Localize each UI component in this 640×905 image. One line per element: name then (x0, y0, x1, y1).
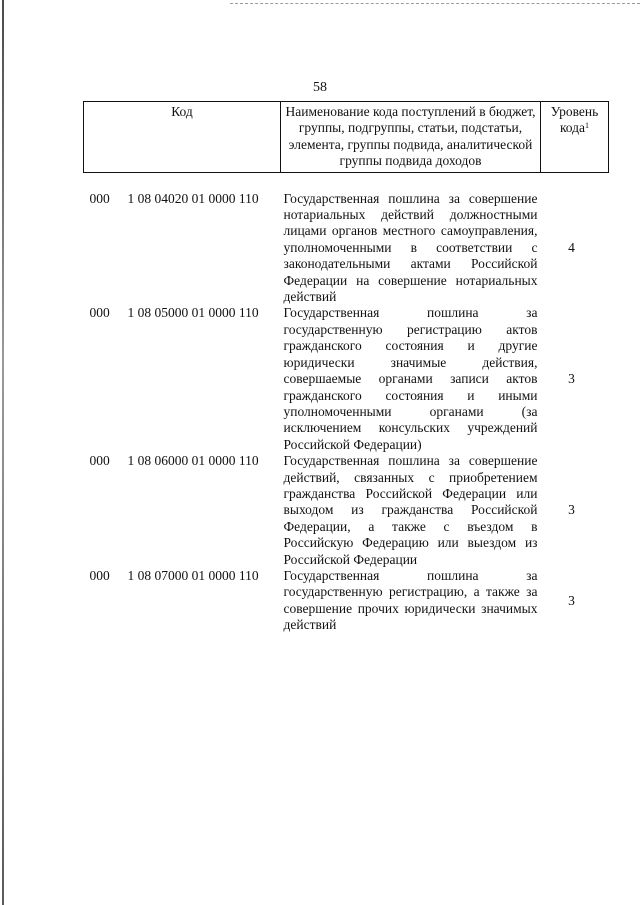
code-level: 3 (568, 592, 575, 608)
table-row (84, 191, 609, 306)
revenue-code: 1 08 05000 01 0000 110 (127, 305, 259, 321)
footnote-marker: 1 (585, 121, 590, 131)
header-code: Код (84, 102, 281, 173)
header-level-text: Уровень кода (550, 104, 599, 136)
table-row (84, 568, 609, 634)
admin-code: 000 (89, 190, 110, 206)
admin-code: 000 (89, 453, 110, 469)
table-body (84, 172, 609, 633)
revenue-name: Государственная пошлина за совершение нотариальных действий должностными лицами органов местного самоуправления, уполномоченными в соответствии с законодательными актами Российской Федерации на совершение нотариальных действий (283, 190, 538, 305)
revenue-name: Государственная пошлина за совершение действий, связанных с приобретением гражданства Российской Федерации или выходом из гражданства Российской Федерации, а также с въездом в Российскую Федерацию или выездом из Российской Федерации (283, 453, 538, 567)
admin-code: 000 (89, 305, 110, 321)
table-row (84, 305, 609, 453)
revenue-name: Государственная пошлина за государственную регистрацию, а также за совершение прочих юридически значимых действий (283, 567, 538, 633)
table-header (84, 102, 609, 173)
page-number: 58 (313, 80, 327, 95)
admin-code: 000 (89, 567, 110, 583)
scan-edge-left (2, 0, 4, 905)
table-row (84, 453, 609, 568)
code-level: 4 (568, 239, 575, 255)
scan-edge-top (230, 3, 640, 4)
code-level: 3 (568, 502, 575, 518)
header-name: Наименование кода поступлений в бюджет, группы, подгруппы, статьи, подстатьи, элемента, группы подвида, аналитической группы подвида доходов (281, 102, 541, 173)
revenue-code: 1 08 06000 01 0000 110 (127, 453, 259, 469)
header-row (84, 102, 609, 173)
revenue-codes-table (83, 101, 609, 634)
revenue-code: 1 08 04020 01 0000 110 (127, 190, 259, 206)
revenue-name: Государственная пошлина за государственную регистрацию актов гражданского состояния и другие юридически значимые действия, совершаемые органами записи актов гражданского состояния и иными уполномоченными органами (за исключением консульских учреждений Российской Федерации) (283, 305, 538, 452)
header-level (541, 102, 609, 173)
revenue-code: 1 08 07000 01 0000 110 (127, 567, 259, 583)
table-spacer (84, 172, 609, 191)
code-level: 3 (568, 371, 575, 387)
